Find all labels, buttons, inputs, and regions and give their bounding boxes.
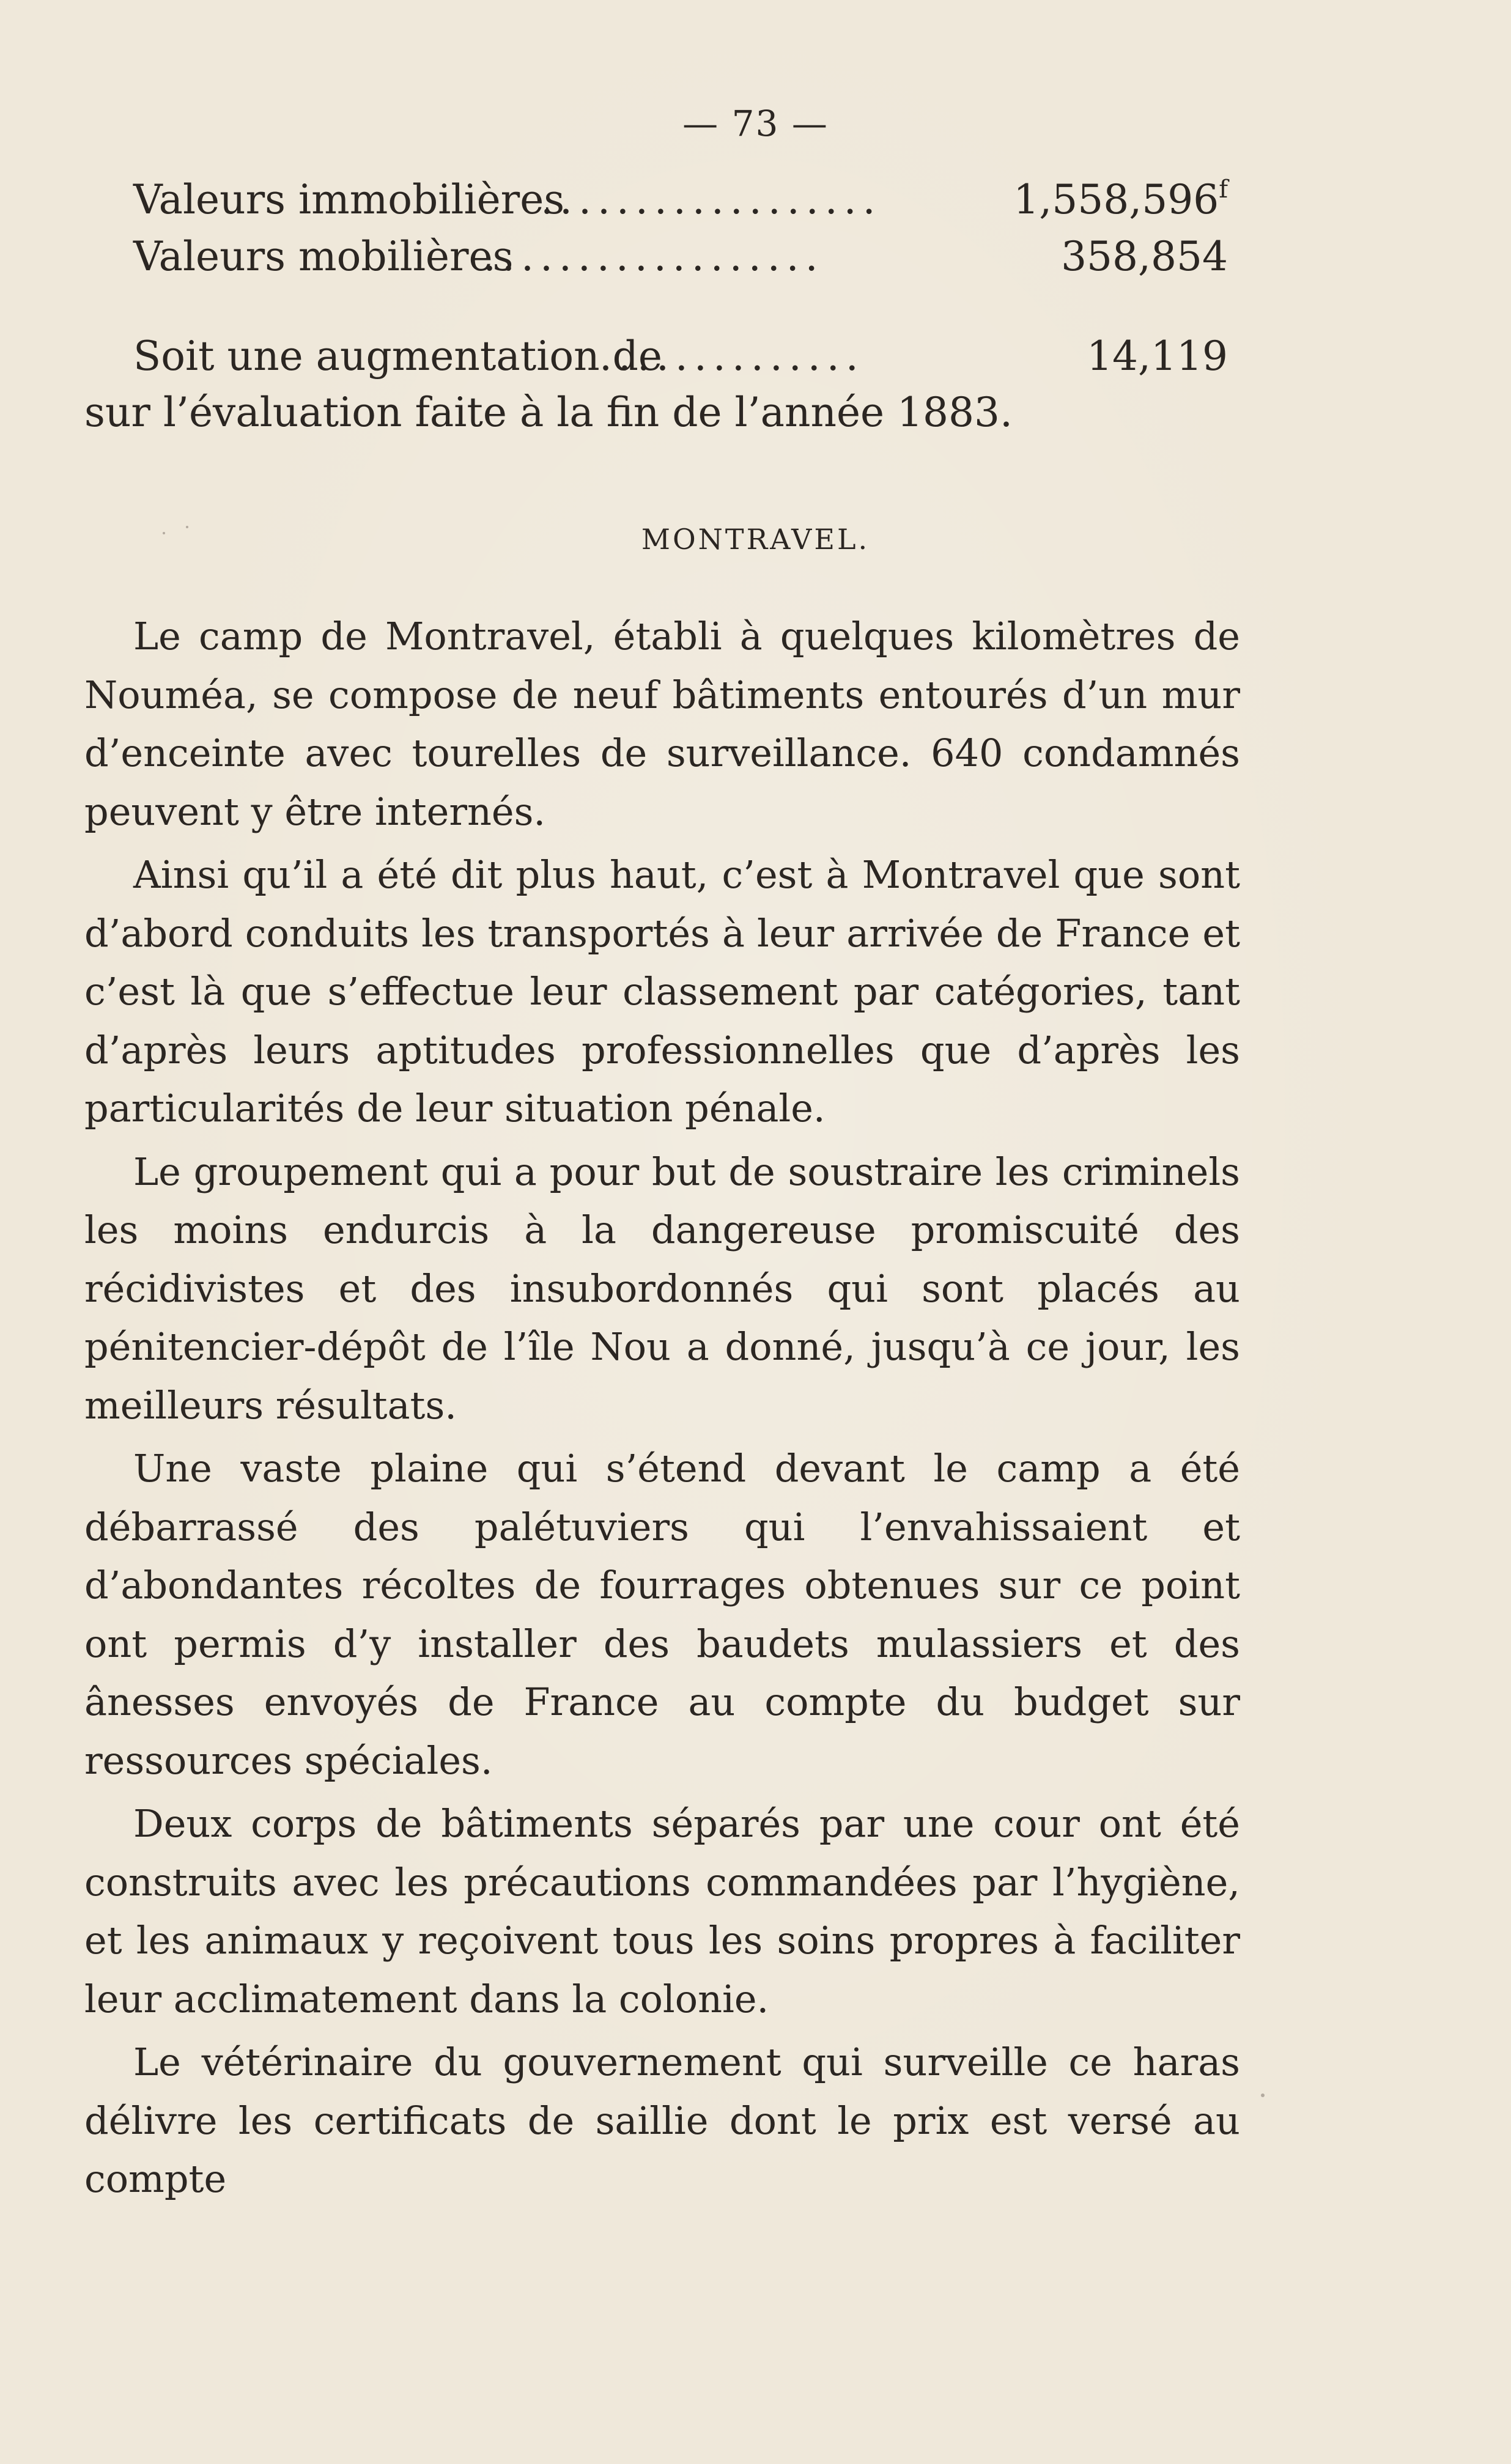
currency-unit: f xyxy=(1219,175,1228,204)
paper-speck xyxy=(163,532,165,534)
ledger-note: sur l’évaluation faite à la fin de l’année 1883. xyxy=(84,389,1013,436)
body-text xyxy=(84,607,1240,2213)
ledger-value xyxy=(1013,172,1228,227)
ledger-label: Valeurs mobilières xyxy=(133,233,514,280)
ledger-label: Valeurs immobilières xyxy=(133,176,565,223)
ledger-value xyxy=(1087,329,1228,384)
leader-dots: .................. xyxy=(483,233,824,280)
ledger-value xyxy=(1061,229,1228,284)
paragraph: Deux corps de bâtiments séparés par une cour ont été construits avec les précautions commandées par l’hygiène, et les animaux y reçoivent tous les soins propres à faciliter leur acclimatement dans la colonie. xyxy=(84,1801,1240,2021)
ledger-amount: 1,558,596 xyxy=(1013,176,1219,223)
leader-dots: .................. xyxy=(541,176,882,223)
paragraph: Le vétérinaire du gouvernement qui surveille ce haras délivre les certificats de saillie dont le prix est versé au compte xyxy=(84,2040,1240,2201)
leader-dots: .............. xyxy=(599,333,865,380)
page-number: — 73 — xyxy=(682,103,829,144)
paragraph: Le groupement qui a pour but de soustraire les criminels les moins endurcis à la dangereuse promiscuité des récidivistes et des insubordonnés qui sont placés au pénitencier-dépôt de l’île Nou a donné, jusqu’à ce jour, les meilleurs résultats. xyxy=(84,1149,1240,1428)
ledger-row-immobilieres xyxy=(133,172,1228,227)
ledger-amount: 358,854 xyxy=(1061,233,1228,280)
paragraph: Ainsi qu’il a été dit plus haut, c’est à Montravel que sont d’abord conduits les transportés à leur arrivée de France et c’est là que s’effectue leur classement par catégories, tant d’après leurs aptitudes professionnelles que d’après les particularités de leur situation pénale. xyxy=(84,852,1240,1131)
paper-speck xyxy=(1261,2093,1265,2097)
ledger-row-augmentation xyxy=(133,329,1228,384)
ledger-row-mobilieres xyxy=(133,229,1228,284)
ledger-amount: 14,119 xyxy=(1087,333,1228,380)
paragraph: Une vaste plaine qui s’étend devant le camp a été débarrassé des palétuviers qui l’envahissaient et d’abondantes récoltes de fourrages obtenues sur ce point ont permis d’y installer des baudets mulassiers et des ânesses envoyés de France au compte du budget sur ressources spéciales. xyxy=(84,1446,1240,1783)
paragraph: Le camp de Montravel, établi à quelques kilomètres de Nouméa, se compose de neuf bâtiments entourés d’un mur d’enceinte avec tourelles de surveillance. 640 condamnés peuvent y être internés. xyxy=(84,614,1240,834)
section-title: MONTRAVEL. xyxy=(641,523,870,556)
ledger-label: Soit une augmentation de xyxy=(133,333,662,380)
paper-speck xyxy=(186,526,188,528)
